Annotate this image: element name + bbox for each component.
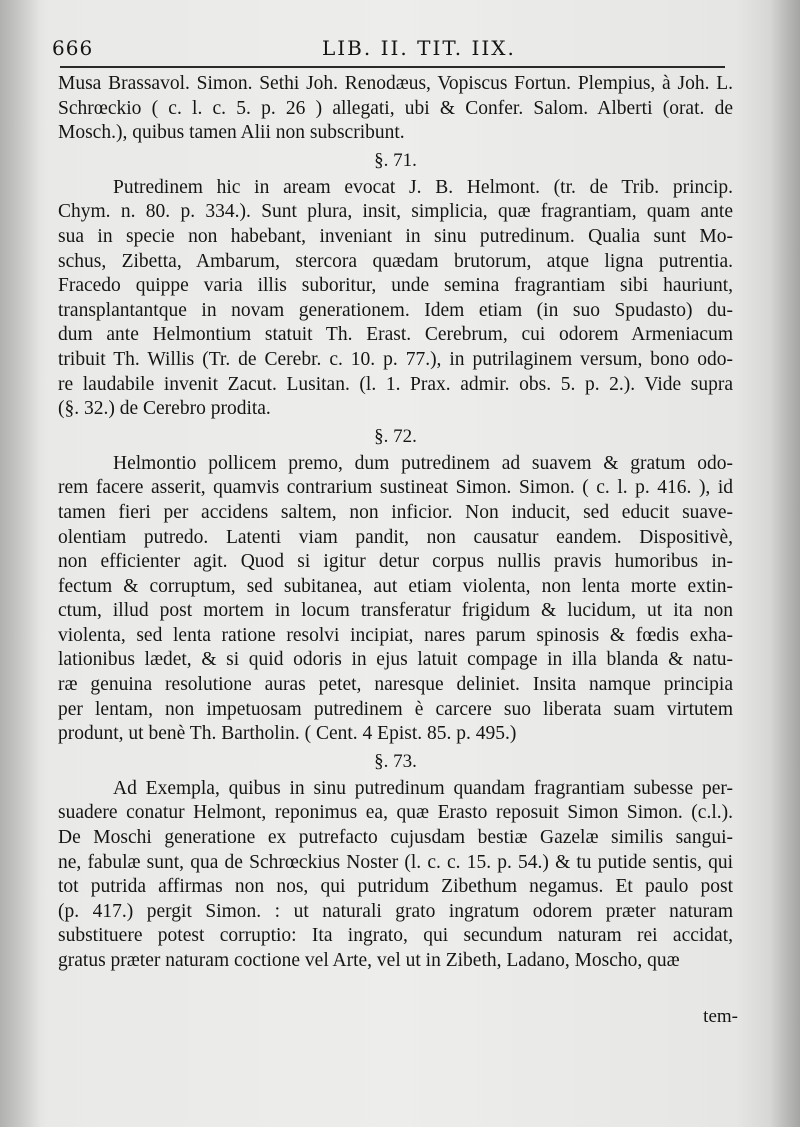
text-line: olentiam putredo. Latenti viam pandit, non causatur eandem. Dispositivè, (58, 526, 733, 548)
text-line: tamen fieri per accidens saltem, non inficior. Non inducit, sed educit suave- (58, 501, 733, 523)
binding-shadow (0, 0, 40, 1127)
text-line: Fracedo quippe varia illis suboritur, unde semina fragrantiam sibi hauriunt, (58, 275, 733, 297)
body-text (58, 72, 733, 974)
paragraph (58, 72, 733, 146)
text-line: schus, Zibetta, Ambarum, stercora quædam brutorum, atque ligna putrentia. (58, 250, 733, 272)
text-line: gratus præter naturam coctione vel Arte, vel ut in Zibeth, Ladano, Moscho, quæ (58, 950, 680, 971)
text-line: (§. 32.) de Cerebro prodita. (58, 398, 271, 420)
text-line: Ad Exempla, quibus in sinu putredinum quandam fragrantiam subesse per- (113, 777, 733, 799)
text-line: sua in specie non habebant, inveniant in sinu putredinum. Qualia sunt Mo- (58, 225, 733, 247)
text-line: non efficienter agit. Quod si igitur detur corpus nullis pravis humoribus in- (58, 551, 733, 573)
text-line: tribuit Th. Willis (Tr. de Cerebr. c. 10. p. 77.), in putrilaginem versum, bono odo- (58, 348, 733, 370)
text-line: (p. 417.) pergit Simon. : ut naturali grato ingratum odorem præter naturam (58, 900, 733, 922)
text-line: dum ante Helmontium statuit Th. Erast. Cerebrum, cui odorem Armeniacum (58, 324, 733, 346)
paragraph (58, 176, 733, 422)
catchword: tem- (703, 1006, 738, 1027)
paragraph (58, 777, 733, 974)
text-line: substituere potest corruptio: Ita ingrato, qui secundum naturam rei accidat, (58, 925, 733, 947)
section-heading: §. 72. (374, 425, 417, 447)
text-line: Schrœckio ( c. l. c. 5. p. 26 ) allegati, ubi & Confer. Salom. Alberti (orat. de (58, 97, 733, 119)
text-line: re laudabile invenit Zacut. Lusitan. (l. 1. Prax. admir. obs. 5. p. 2.). Vide supra (58, 373, 733, 395)
running-head: LIB. II. TIT. IIX. (322, 36, 516, 60)
text-line: ctum, illud post mortem in locum transferatur frigidum & lucidum, ut ita non (58, 600, 733, 622)
text-line: Musa Brassavol. Simon. Sethi Joh. Renodæus, Vopiscus Fortun. Plempius, à Joh. L. (58, 73, 733, 94)
text-line: tot putrida affirmas non nos, qui putridum Zibethum negamus. Et paulo post (58, 876, 733, 898)
text-line: ne, fabulæ sunt, qua de Schrœckius Noster (l. c. c. 15. p. 54.) & tu putide sentis, qui (58, 851, 733, 873)
header-rule (60, 66, 725, 68)
text-line: produnt, ut benè Th. Bartholin. ( Cent. 4 Epist. 85. p. 495.) (58, 723, 517, 745)
text-line: lationibus lædet, & si quid odoris in ejus latuit compage in illa blanda & natu- (58, 649, 733, 671)
text-line: suadere conatur Helmont, reponimus ea, quæ Erasto reposuit Simon Simon. (c.l.). (58, 802, 733, 824)
page-header (52, 36, 722, 66)
edge-shadow (770, 0, 800, 1127)
text-line: ræ genuina resolutione auras petet, naresque deliniet. Insita namque principia (58, 674, 733, 696)
text-line: violenta, sed lenta ratione resolvi incipiat, nares parum spinosis & fœdis exha- (58, 624, 733, 646)
text-line: fectum & corruptum, sed subitanea, aut etiam violenta, non lenta morte extin- (58, 575, 733, 597)
text-line: De Moschi generatione ex putrefacto cujusdam bestiæ Gazelæ similis sangui- (58, 827, 733, 849)
paragraph (58, 452, 733, 747)
text-line: Helmontio pollicem premo, dum putredinem ad suavem & gratum odo- (113, 452, 733, 474)
text-line: Putredinem hic in aream evocat J. B. Helmont. (tr. de Trib. princip. (113, 176, 733, 198)
page-number: 666 (52, 36, 94, 60)
text-line: Mosch.), quibus tamen Alii non subscribunt. (58, 122, 405, 144)
section-heading: §. 71. (374, 149, 417, 171)
text-line: Chym. n. 80. p. 334.). Sunt plura, insit, simplicia, quæ fragrantiam, quam ante (58, 201, 733, 223)
text-line: transplantantque in novam generationem. Idem etiam (in suo Spudasto) du- (58, 299, 733, 321)
section-heading: §. 73. (374, 750, 417, 772)
text-line: rem facere asserit, quamvis contrarium sustineat Simon. Simon. ( c. l. p. 416. ), id (58, 477, 733, 499)
text-line: per lentam, non impetuosam putredinem è carcere suo liberata suam virtutem (58, 698, 733, 720)
